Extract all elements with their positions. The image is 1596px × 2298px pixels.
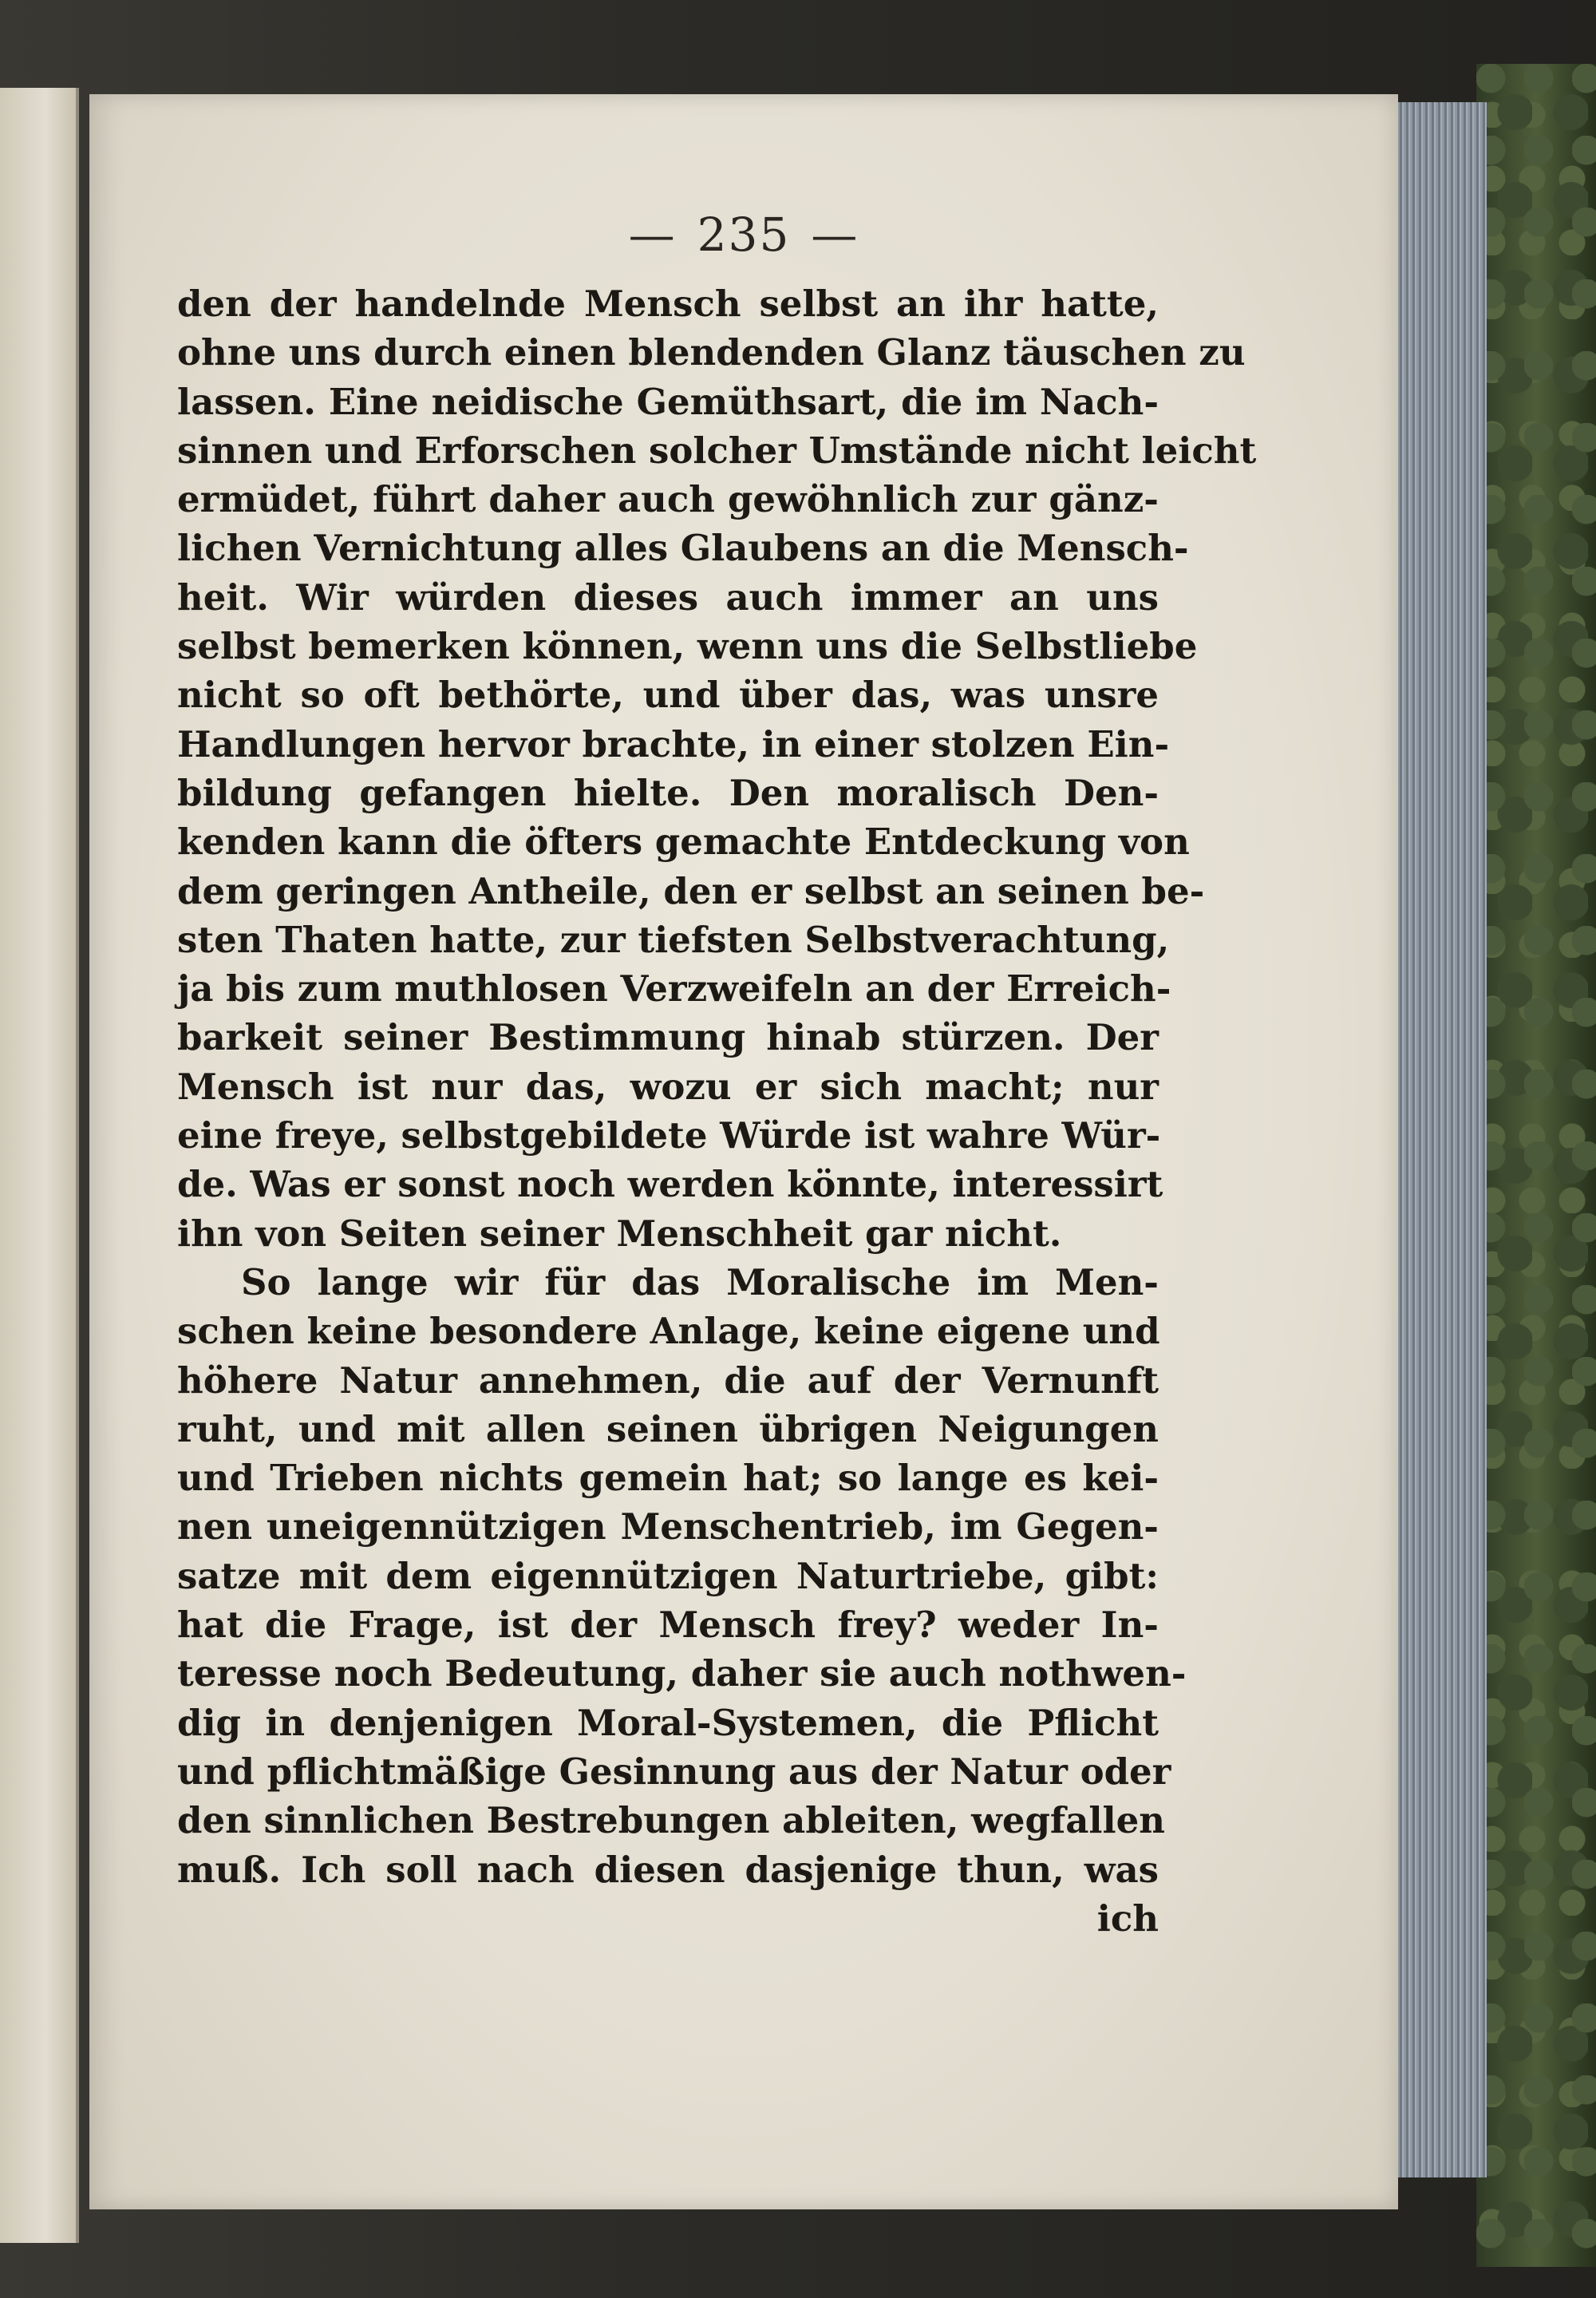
text-line: ihn von Seiten seiner Menschheit gar nicht. [177,1212,1062,1255]
text-line: lichen Vernichtung alles Glaubens an die Mensch- [177,527,1189,570]
text-line: kenden kann die öfters gemachte Entdeckung von [177,821,1190,864]
facing-page-edge [0,88,79,2243]
text-line: nicht so oft bethörte, und über das, was unsre [177,674,1159,717]
text-line: den sinnlichen Bestrebungen ableiten, wegfallen [177,1799,1165,1842]
text-line: ermüdet, führt daher auch gewöhnlich zur gänz- [177,478,1159,521]
text-line: ruht, und mit allen seinen übrigen Neigungen [177,1407,1159,1450]
text-line: sten Thaten hatte, zur tiefsten Selbstverachtung, [177,918,1170,961]
body-text [177,279,1257,1943]
marbled-cover-edge [1476,64,1596,2267]
text-line: höhere Natur annehmen, die auf der Vernunft [177,1359,1159,1402]
page-block-edge [1389,102,1487,2177]
text-line: satze mit dem eigennützigen Naturtriebe, gibt: [177,1554,1159,1597]
text-line: den der handelnde Mensch selbst an ihr hatte, [177,283,1159,325]
text-line: Handlungen hervor brachte, in einer stolzen Ein- [177,722,1170,765]
book-page [89,94,1398,2209]
text-line: dig in denjenigen Moral-Systemen, die Pflicht [177,1701,1159,1744]
text-line: und pflichtmäßige Gesinnung aus der Natur oder [177,1750,1171,1793]
text-line: schen keine besondere Anlage, keine eigene und [177,1310,1160,1353]
text-line: bildung gefangen hielte. Den moralisch Den- [177,771,1159,814]
text-line: selbst bemerken können, wenn uns die Selbstliebe [177,625,1198,668]
text-line: eine freye, selbstgebildete Würde ist wahre Wür- [177,1114,1161,1157]
text-line: muß. Ich soll nach diesen dasjenige thun, was [177,1848,1159,1891]
catchword: ich [1096,1897,1159,1940]
header-dash-left: — [628,208,677,262]
text-line: ja bis zum muthlosen Verzweifeln an der Erreich- [177,967,1171,1011]
text-line: teresse noch Bedeutung, daher sie auch nothwen- [177,1652,1187,1695]
header-dash-right: — [811,208,859,262]
text-line: dem geringen Antheile, den er selbst an seinen be- [177,869,1205,912]
text-line: barkeit seiner Bestimmung hinab stürzen. Der [177,1016,1159,1059]
text-line: ohne uns durch einen blendenden Glanz täuschen zu [177,331,1246,374]
text-line: Mensch ist nur das, wozu er sich macht; nur [177,1065,1159,1108]
text-line: lassen. Eine neidische Gemüthsart, die im Nach- [177,380,1159,423]
text-line: heit. Wir würden dieses auch immer an uns [177,575,1159,619]
page-header [89,208,1398,262]
text-line: So lange wir für das Moralische im Men- [241,1260,1159,1303]
text-line: nen uneigennützigen Menschentrieb, im Gegen- [177,1505,1159,1548]
page-number: 235 [697,208,791,262]
text-line: hat die Frage, ist der Mensch frey? weder In- [177,1604,1159,1647]
text-line: und Trieben nichts gemein hat; so lange es kei- [177,1457,1159,1500]
text-line: sinnen und Erforschen solcher Umstände nicht leicht [177,429,1257,472]
text-line: de. Was er sonst noch werden könnte, interessirt [177,1163,1163,1206]
